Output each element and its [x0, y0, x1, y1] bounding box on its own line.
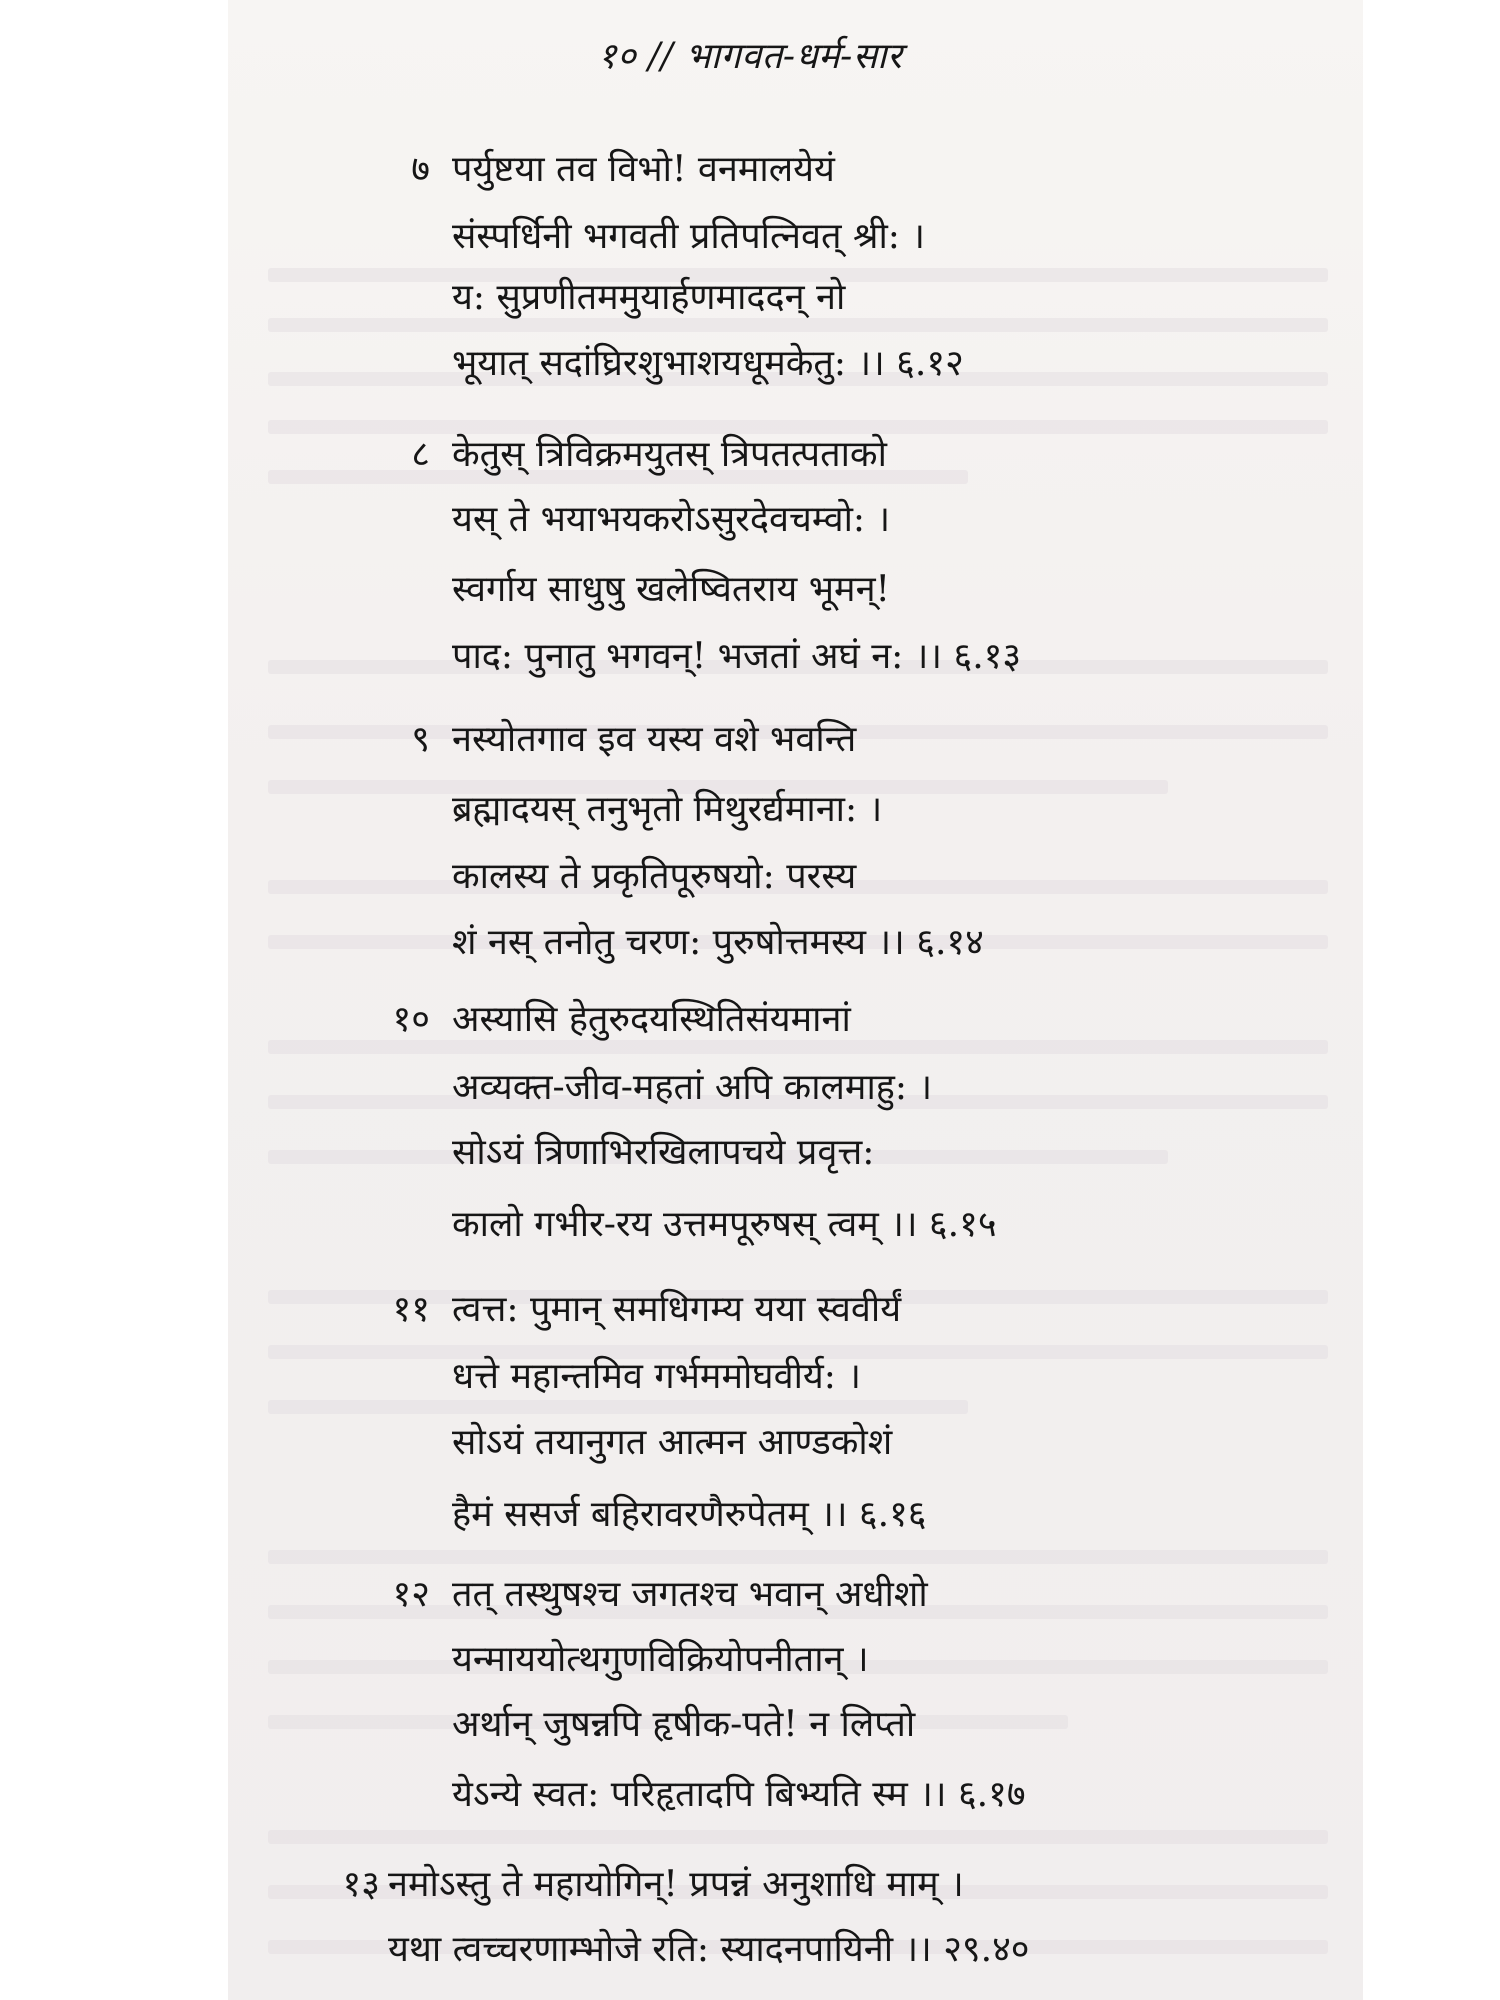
verse-line: कालस्य ते प्रकृतिपूरुषयो: परस्य	[452, 856, 857, 897]
verse-line: अस्यासि हेतुरुदयस्थितिसंयमानां	[452, 999, 851, 1040]
verse-line: केतुस् त्रिविक्रमयुतस् त्रिपतत्पताको	[452, 434, 887, 475]
verse-line: नस्योतगाव इव यस्य वशे भवन्ति	[452, 719, 857, 760]
verse-line: त्वत्त: पुमान् समधिगम्य यया स्ववीर्यं	[452, 1289, 902, 1330]
verse-number: ८	[411, 434, 430, 475]
verse-line: पर्युष्टया तव विभो! वनमालयेयं	[452, 149, 835, 190]
verse-line: य: सुप्रणीतममुयार्हणमाददन् नो	[452, 277, 846, 318]
verse-line: स्वर्गाय साधुषु खलेष्वितराय भूमन्!	[452, 569, 891, 610]
verse-line: पाद: पुनातु भगवन्! भजतां अघं न: ।। ६.१३	[452, 636, 1022, 677]
verse-number: ११	[392, 1289, 430, 1330]
verse-line: कालो गभीर-रय उत्तमपूरुषस् त्वम् ।। ६.१५	[452, 1204, 997, 1245]
verse-line: तत् तस्थुषश्च जगतश्च भवान् अधीशो	[452, 1574, 928, 1615]
verse-line: यन्माययोत्थगुणविक्रियोपनीतान् ।	[452, 1639, 869, 1680]
verse-line: हैमं ससर्ज बहिरावरणैरुपेतम् ।। ६.१६	[452, 1494, 927, 1535]
running-header: १० // भागवत-धर्म-सार	[597, 36, 903, 77]
verse-number: १३	[342, 1864, 380, 1905]
verse-line: यस् ते भयाभयकरोऽसुरदेवचम्वो: ।	[452, 499, 891, 540]
verse-line: सोऽयं त्रिणाभिरखिलापचये प्रवृत्त:	[452, 1132, 875, 1173]
verse-line: ब्रह्मादयस् तनुभृतो मिथुरर्द्यमाना: ।	[452, 789, 883, 830]
verse-number: १२	[392, 1574, 430, 1615]
verse-line: अव्यक्त-जीव-महतां अपि कालमाहु: ।	[452, 1067, 933, 1108]
verse-number: १०	[392, 999, 430, 1040]
verse-line: नमोऽस्तु ते महायोगिन्! प्रपन्नं अनुशाधि माम् ।	[388, 1864, 964, 1905]
verse-number: ७	[411, 149, 430, 190]
bleed-through	[268, 1400, 968, 1414]
bleed-through	[268, 1830, 1328, 1844]
verse-line: येऽन्ये स्वत: परिहृतादपि बिभ्यति स्म ।। ६.१७	[452, 1774, 1026, 1815]
verse-line: यथा त्वच्चरणाम्भोजे रति: स्यादनपायिनी ।। २९.४०	[388, 1929, 1030, 1970]
verse-line: संस्पर्धिनी भगवती प्रतिपत्निवत् श्री: ।	[452, 216, 926, 257]
verse-line: भूयात् सदांघ्रिरशुभाशयधूमकेतु: ।। ६.१२	[452, 343, 964, 384]
verse-number: ९	[411, 719, 430, 760]
verse-line: अर्थान् जुषन्नपि हृषीक-पते! न लिप्तो	[452, 1704, 916, 1745]
verse-line: सोऽयं तयानुगत आत्मन आण्डकोशं	[452, 1422, 893, 1463]
bleed-through	[268, 1550, 1328, 1564]
verse-line: शं नस् तनोतु चरण: पुरुषोत्तमस्य ।। ६.१४	[452, 922, 984, 963]
verse-line: धत्ते महान्तमिव गर्भममोघवीर्य: ।	[452, 1356, 862, 1397]
